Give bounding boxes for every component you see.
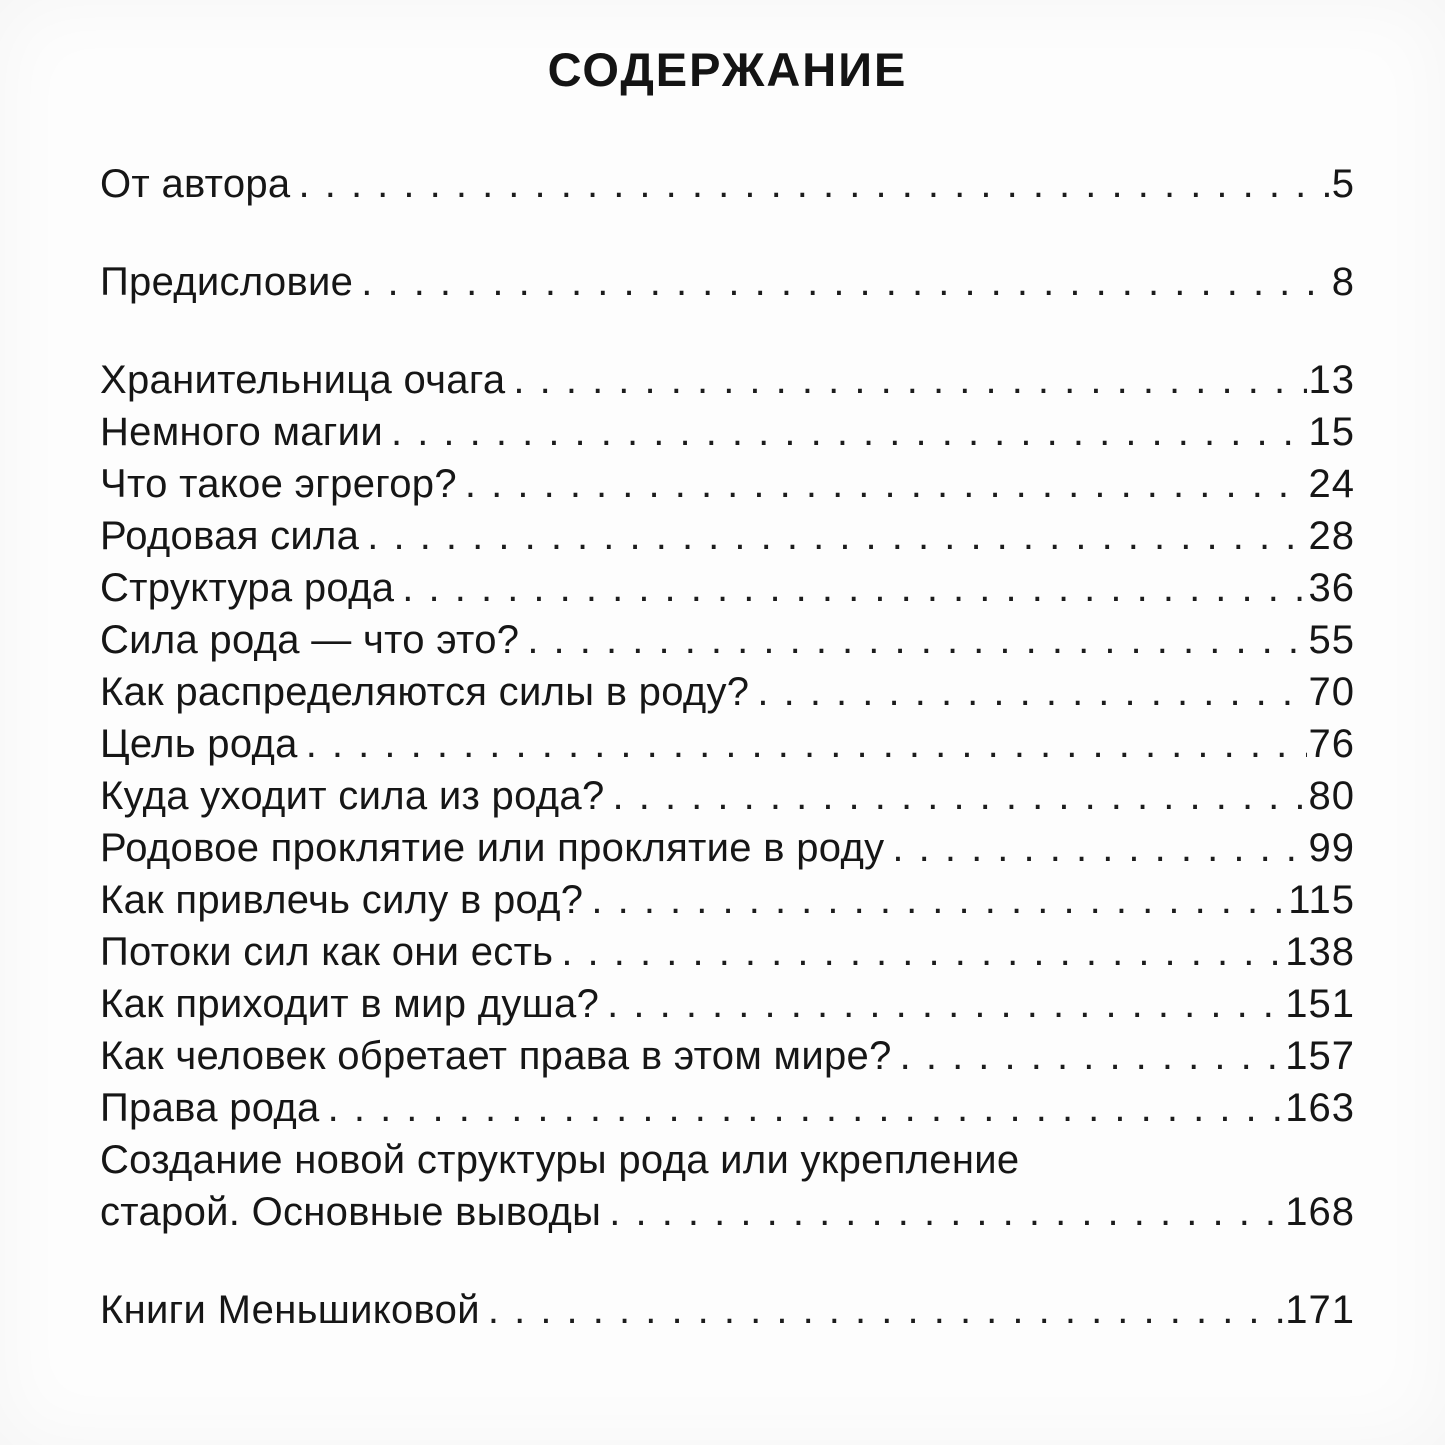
toc-row	[100, 770, 1355, 822]
toc-dot-leader	[513, 354, 1306, 406]
toc-dot-leader	[900, 1030, 1284, 1082]
toc-row	[100, 1134, 1355, 1186]
toc-dot-leader	[465, 458, 1307, 510]
toc-row	[100, 614, 1355, 666]
toc-page-number: 151	[1285, 982, 1355, 1026]
toc-dot-leader	[591, 874, 1286, 926]
toc-entry-label: Цель рода	[100, 722, 298, 766]
toc-dot-leader	[488, 1284, 1283, 1336]
toc-dot-leader	[609, 1186, 1283, 1238]
toc-page-number: 76	[1308, 722, 1355, 766]
toc-entry-label: Предисловие	[100, 260, 354, 304]
toc-entry-label: старой. Основные выводы	[100, 1190, 602, 1234]
toc-entry-label: Сила рода — что это?	[100, 618, 520, 662]
toc-row	[100, 666, 1355, 718]
toc-row	[100, 354, 1355, 406]
toc-page-number: 8	[1331, 260, 1355, 304]
toc-row	[100, 926, 1355, 978]
page-title: СОДЕРЖАНИЕ	[547, 43, 908, 96]
toc-dot-leader	[306, 718, 1307, 770]
toc-dot-leader	[757, 666, 1306, 718]
toc-dot-leader	[402, 562, 1306, 614]
toc-list	[100, 158, 1355, 1336]
toc-entry-label: Создание новой структуры рода или укрепление	[100, 1138, 1020, 1182]
toc-row	[100, 510, 1355, 562]
toc-page-number: 115	[1288, 878, 1355, 922]
toc-page-number: 157	[1285, 1034, 1355, 1078]
toc-row	[100, 1284, 1355, 1336]
toc-row	[100, 458, 1355, 510]
toc-row	[100, 718, 1355, 770]
toc-page-number: 171	[1285, 1288, 1355, 1332]
toc-page-number: 70	[1308, 670, 1355, 714]
toc-entry-label: Хранительница очага	[100, 358, 506, 402]
toc-row	[100, 1082, 1355, 1134]
toc-entry-label: Родовое проклятие или проклятие в роду	[100, 826, 885, 870]
toc-page-number: 36	[1308, 566, 1355, 610]
toc-dot-leader	[328, 1082, 1284, 1134]
toc-row	[100, 562, 1355, 614]
toc-dot-leader	[613, 770, 1307, 822]
toc-entry-label: Родовая сила	[100, 514, 360, 558]
toc-page-number: 15	[1308, 410, 1355, 454]
toc-page-number: 13	[1308, 358, 1355, 402]
toc-row	[100, 874, 1355, 926]
toc-entry-label: Как человек обретает права в этом мире?	[100, 1034, 892, 1078]
toc-row	[100, 1030, 1355, 1082]
toc-entry-label: Как привлечь силу в род?	[100, 878, 584, 922]
toc-dot-leader	[298, 158, 1329, 210]
toc-row	[100, 822, 1355, 874]
toc-page-number: 55	[1308, 618, 1355, 662]
toc-page-number: 80	[1308, 774, 1355, 818]
toc-page-number: 138	[1285, 930, 1355, 974]
toc-page-number: 5	[1331, 162, 1355, 206]
toc-page-number: 163	[1285, 1086, 1355, 1130]
toc-entry-label: Немного магии	[100, 410, 383, 454]
toc-dot-leader	[607, 978, 1283, 1030]
toc-dot-leader	[892, 822, 1306, 874]
toc-dot-leader	[561, 926, 1283, 978]
toc-entry-label: Потоки сил как они есть	[100, 930, 554, 974]
toc-entry-label: Куда уходит сила из рода?	[100, 774, 605, 818]
toc-page-number: 28	[1308, 514, 1355, 558]
toc-entry-label: Книги Меньшиковой	[100, 1288, 480, 1332]
toc-row	[100, 1186, 1355, 1238]
toc-row	[100, 158, 1355, 210]
toc-row	[100, 978, 1355, 1030]
toc-dot-leader	[367, 510, 1306, 562]
toc-page-number: 99	[1308, 826, 1355, 870]
toc-entry-label: От автора	[100, 162, 291, 206]
toc-dot-leader	[527, 614, 1306, 666]
toc-page-number: 24	[1308, 462, 1355, 506]
toc-row	[100, 406, 1355, 458]
toc-entry-label: Структура рода	[100, 566, 395, 610]
toc-entry-label: Права рода	[100, 1086, 320, 1130]
toc-dot-leader	[361, 256, 1330, 308]
toc-page-number: 168	[1285, 1190, 1355, 1234]
toc-entry-label: Как распределяются силы в роду?	[100, 670, 750, 714]
toc-row	[100, 256, 1355, 308]
toc-dot-leader	[391, 406, 1307, 458]
toc-entry-label: Что такое эгрегор?	[100, 462, 457, 506]
toc-entry-label: Как приходит в мир душа?	[100, 982, 600, 1026]
